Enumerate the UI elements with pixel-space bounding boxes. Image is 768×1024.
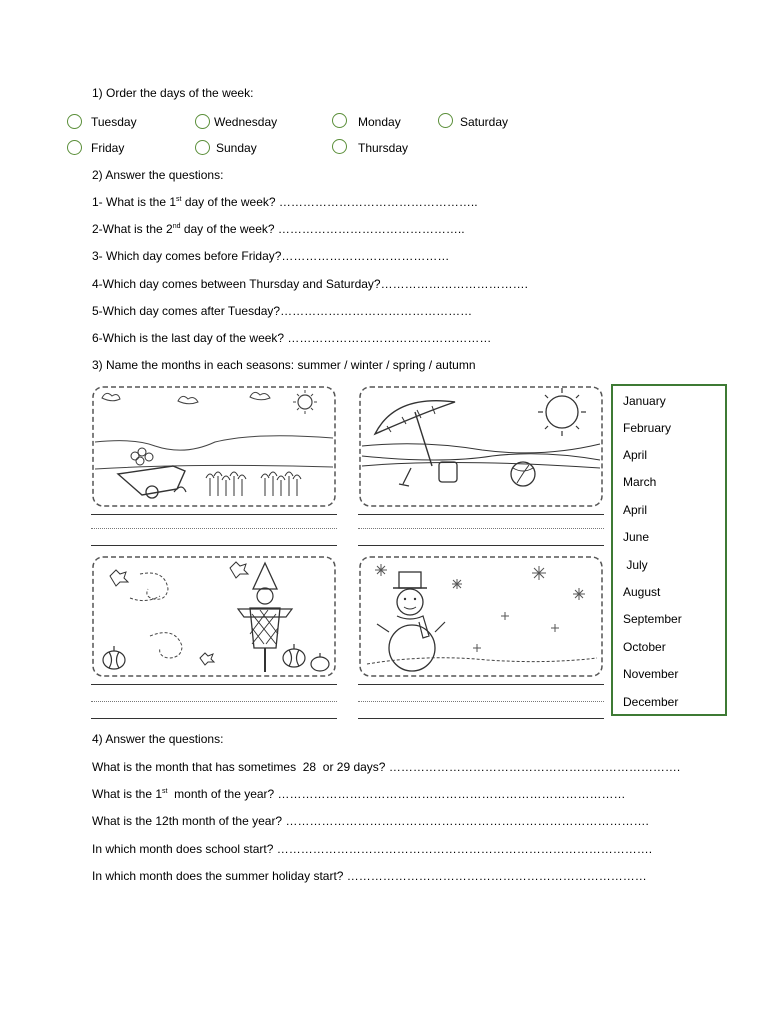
spring-garden-scene-icon xyxy=(90,384,338,509)
radio-tuesday[interactable] xyxy=(67,114,82,129)
radio-wednesday[interactable] xyxy=(195,114,210,129)
radio-saturday[interactable] xyxy=(438,113,453,128)
day-thursday: Thursday xyxy=(358,141,409,155)
answer-line[interactable] xyxy=(358,718,604,719)
day-monday: Monday xyxy=(358,115,401,129)
months-list xyxy=(611,384,727,716)
section2-title: 2) Answer the questions: xyxy=(92,168,224,182)
day-tuesday: Tuesday xyxy=(91,115,137,129)
question-summer-holiday: In which month does the summer holiday start? ………………………………………………………………… xyxy=(92,869,647,883)
answer-line[interactable] xyxy=(91,701,337,702)
winter-snowman-scene-icon xyxy=(357,554,605,679)
answer-line[interactable] xyxy=(358,528,604,529)
month-item: October xyxy=(623,640,666,654)
month-item: April xyxy=(623,448,648,462)
answer-line[interactable] xyxy=(91,528,337,529)
answer-line[interactable] xyxy=(358,684,604,685)
answer-line[interactable] xyxy=(91,545,337,546)
question-school-start: In which month does school start? …………………………………………………………………………………. xyxy=(92,842,653,856)
question-second-day: 2-What is the 2nd day of the week? ……………………………………….. xyxy=(92,222,465,236)
month-item: March xyxy=(623,475,657,489)
section3-title: 3) Name the months in each seasons: summer / winter / spring / autumn xyxy=(92,358,476,372)
answer-line[interactable] xyxy=(91,684,337,685)
radio-monday[interactable] xyxy=(332,113,347,128)
month-item: November xyxy=(623,667,679,681)
month-item: February xyxy=(623,421,672,435)
autumn-scarecrow-scene-icon xyxy=(90,554,338,679)
month-item: December xyxy=(623,695,679,709)
day-wednesday: Wednesday xyxy=(214,115,278,129)
radio-friday[interactable] xyxy=(67,140,82,155)
answer-line[interactable] xyxy=(358,545,604,546)
month-item: September xyxy=(623,612,682,626)
month-item: July xyxy=(623,558,648,572)
radio-sunday[interactable] xyxy=(195,140,210,155)
day-saturday: Saturday xyxy=(460,115,509,129)
day-friday: Friday xyxy=(91,141,125,155)
question-last-day: 6-Which is the last day of the week? …………………………………………… xyxy=(92,331,492,345)
section1-title: 1) Order the days of the week: xyxy=(92,86,254,100)
month-item: April xyxy=(623,503,648,517)
question-february: What is the month that has sometimes 28 or 29 days? ………………………………………………………………. xyxy=(92,760,681,774)
question-first-month: What is the 1st month of the year? …………………………………………………………………………… xyxy=(92,787,626,801)
day-sunday: Sunday xyxy=(216,141,257,155)
question-between-thursday-saturday: 4-Which day comes between Thursday and Saturday?………………………………. xyxy=(92,277,528,291)
question-before-friday: 3- Which day comes before Friday?…………………………………… xyxy=(92,249,450,263)
month-item: August xyxy=(623,585,661,599)
answer-line[interactable] xyxy=(358,701,604,702)
question-first-day: 1- What is the 1st day of the week? ………………………………………….. xyxy=(92,195,478,209)
month-item: June xyxy=(623,530,650,544)
answer-line[interactable] xyxy=(91,718,337,719)
answer-line[interactable] xyxy=(91,514,337,515)
answer-line[interactable] xyxy=(358,514,604,515)
question-twelfth-month: What is the 12th month of the year? ………………………………………………………………………………. xyxy=(92,814,649,828)
radio-thursday[interactable] xyxy=(332,139,347,154)
question-after-tuesday: 5-Which day comes after Tuesday?………………………………………… xyxy=(92,304,473,318)
summer-beach-scene-icon xyxy=(357,384,605,509)
section4-title: 4) Answer the questions: xyxy=(92,732,224,746)
month-item: January xyxy=(623,394,666,408)
